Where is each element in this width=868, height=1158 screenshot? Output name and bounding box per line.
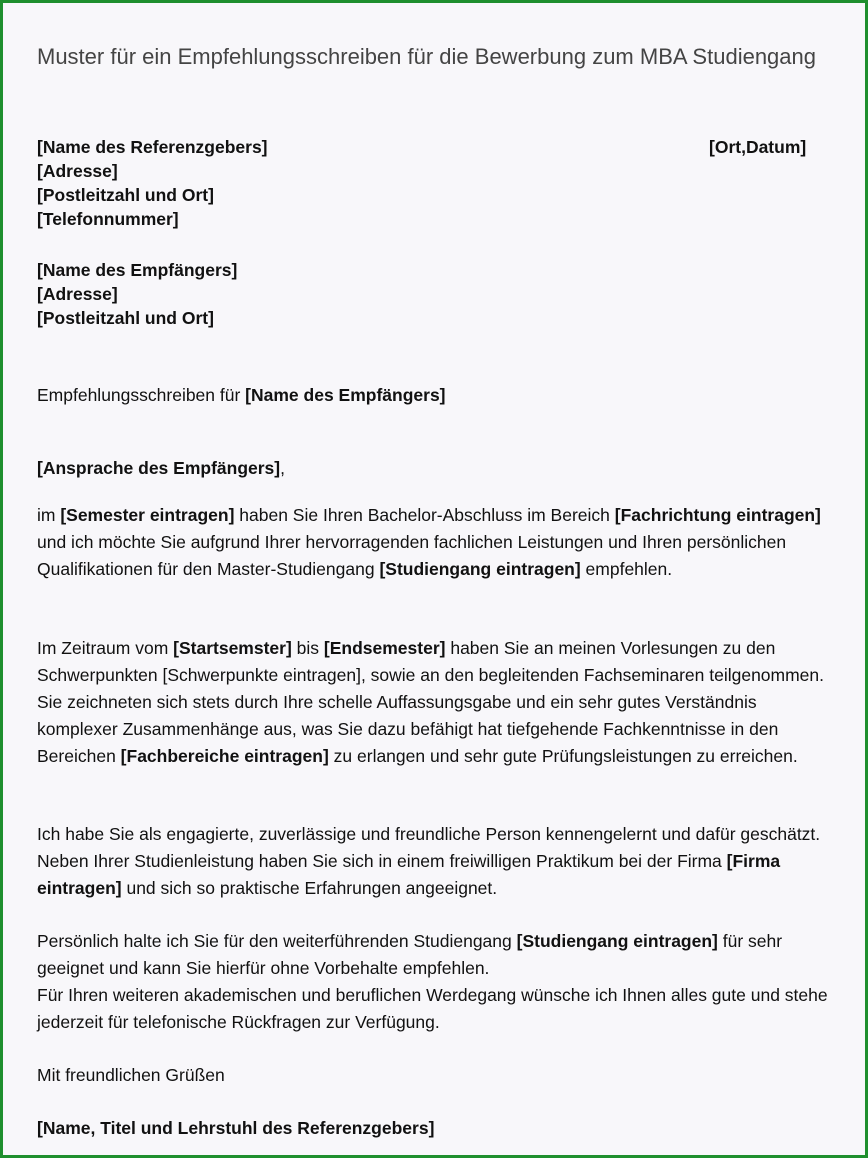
closing-greeting: Mit freundlichen Grüßen [37, 1065, 225, 1085]
para2-text-3: haben Sie an meinen Vorlesungen zu den Schwerpunkten [Schwerpunkte eintragen], sowie an den begleitenden Fachseminaren teilgenommen. Sie zeichneten sich stets durch Ihre schelle Auffassungsgabe und ein sehr gutes Verständnis komplexer Zusammenhänge aus, was Sie dazu befähigt hat tiefgehende Fachkenntnisse in den Bereichen [37, 638, 825, 766]
para4-text-3: Für Ihren weiteren akademischen und beruflichen Werdegang wünsche ich Ihnen alles gute und stehe jederzeit für telefonische Rückfragen zur Verfügung. [37, 985, 828, 1032]
salutation-comma: , [280, 458, 285, 478]
sender-block [37, 135, 268, 231]
para3-text-2: und sich so praktische Erfahrungen angeeignet. [121, 878, 498, 898]
para1-placeholder-semester: [Semester eintragen] [60, 505, 235, 525]
para1-text-4: empfehlen. [580, 559, 673, 579]
subject-prefix: Empfehlungsschreiben für [37, 385, 246, 405]
place-date: [Ort,Datum] [709, 137, 807, 157]
salutation [37, 455, 837, 482]
recipient-block [37, 258, 237, 330]
para3-text-1: Ich habe Sie als engagierte, zuverlässige und freundliche Person kennengelernt und dafür geschätzt. Neben Ihrer Studienleistung haben Sie sich in einem freiwilligen Praktikum bei der Firma [37, 824, 821, 871]
para4-text-2: für sehr geeignet und kann Sie hierfür ohne Vorbehalte empfehlen. [37, 931, 783, 978]
para2-text-2: bis [291, 638, 324, 658]
para2-placeholder-fachbereiche: [Fachbereiche eintragen] [120, 746, 329, 766]
para1-text-3: und ich möchte Sie aufgrund Ihrer hervorragenden fachlichen Leistungen und Ihren persönlichen Qualifikationen für den Master-Studiengang [37, 532, 787, 579]
document-title: Muster für ein Empfehlungsschreiben für die Bewerbung zum MBA Studiengang [37, 44, 816, 69]
para2-placeholder-startsemester: [Startsemster] [173, 638, 292, 658]
para1-text-2: haben Sie Ihren Bachelor-Abschluss im Bereich [234, 505, 615, 525]
subject-line [37, 382, 837, 409]
para2-placeholder-endsemester: [Endsemester] [323, 638, 446, 658]
para3-placeholder-firma: [Firma eintragen] [37, 851, 781, 898]
recipient-name: [Name des Empfängers] [37, 260, 238, 280]
para4-placeholder-studiengang: [Studiengang eintragen] [516, 931, 718, 951]
sender-postal-city: [Postleitzahl und Ort] [37, 185, 214, 205]
para1-text-1: im [37, 505, 61, 525]
paragraph-4 [37, 928, 837, 1036]
sender-name: [Name des Referenzgebers] [37, 137, 268, 157]
para2-text-1: Im Zeitraum vom [37, 638, 174, 658]
salutation-placeholder: [Ansprache des Empfängers] [37, 458, 281, 478]
para1-placeholder-studiengang: [Studiengang eintragen] [379, 559, 581, 579]
paragraph-3 [37, 821, 837, 902]
paragraph-1 [37, 502, 837, 583]
signature-placeholder: [Name, Titel und Lehrstuhl des Referenzgebers] [37, 1118, 435, 1138]
sender-address: [Adresse] [37, 161, 118, 181]
para2-text-4: zu erlangen und sehr gute Prüfungsleistungen zu erreichen. [328, 746, 798, 766]
sender-phone: [Telefonnummer] [37, 209, 179, 229]
paragraph-2 [37, 635, 837, 770]
recipient-address: [Adresse] [37, 284, 118, 304]
para1-placeholder-fachrichtung: [Fachrichtung eintragen] [614, 505, 821, 525]
recipient-postal-city: [Postleitzahl und Ort] [37, 308, 214, 328]
subject-placeholder: [Name des Empfängers] [245, 385, 446, 405]
para4-text-1: Persönlich halte ich Sie für den weiterführenden Studiengang [37, 931, 517, 951]
